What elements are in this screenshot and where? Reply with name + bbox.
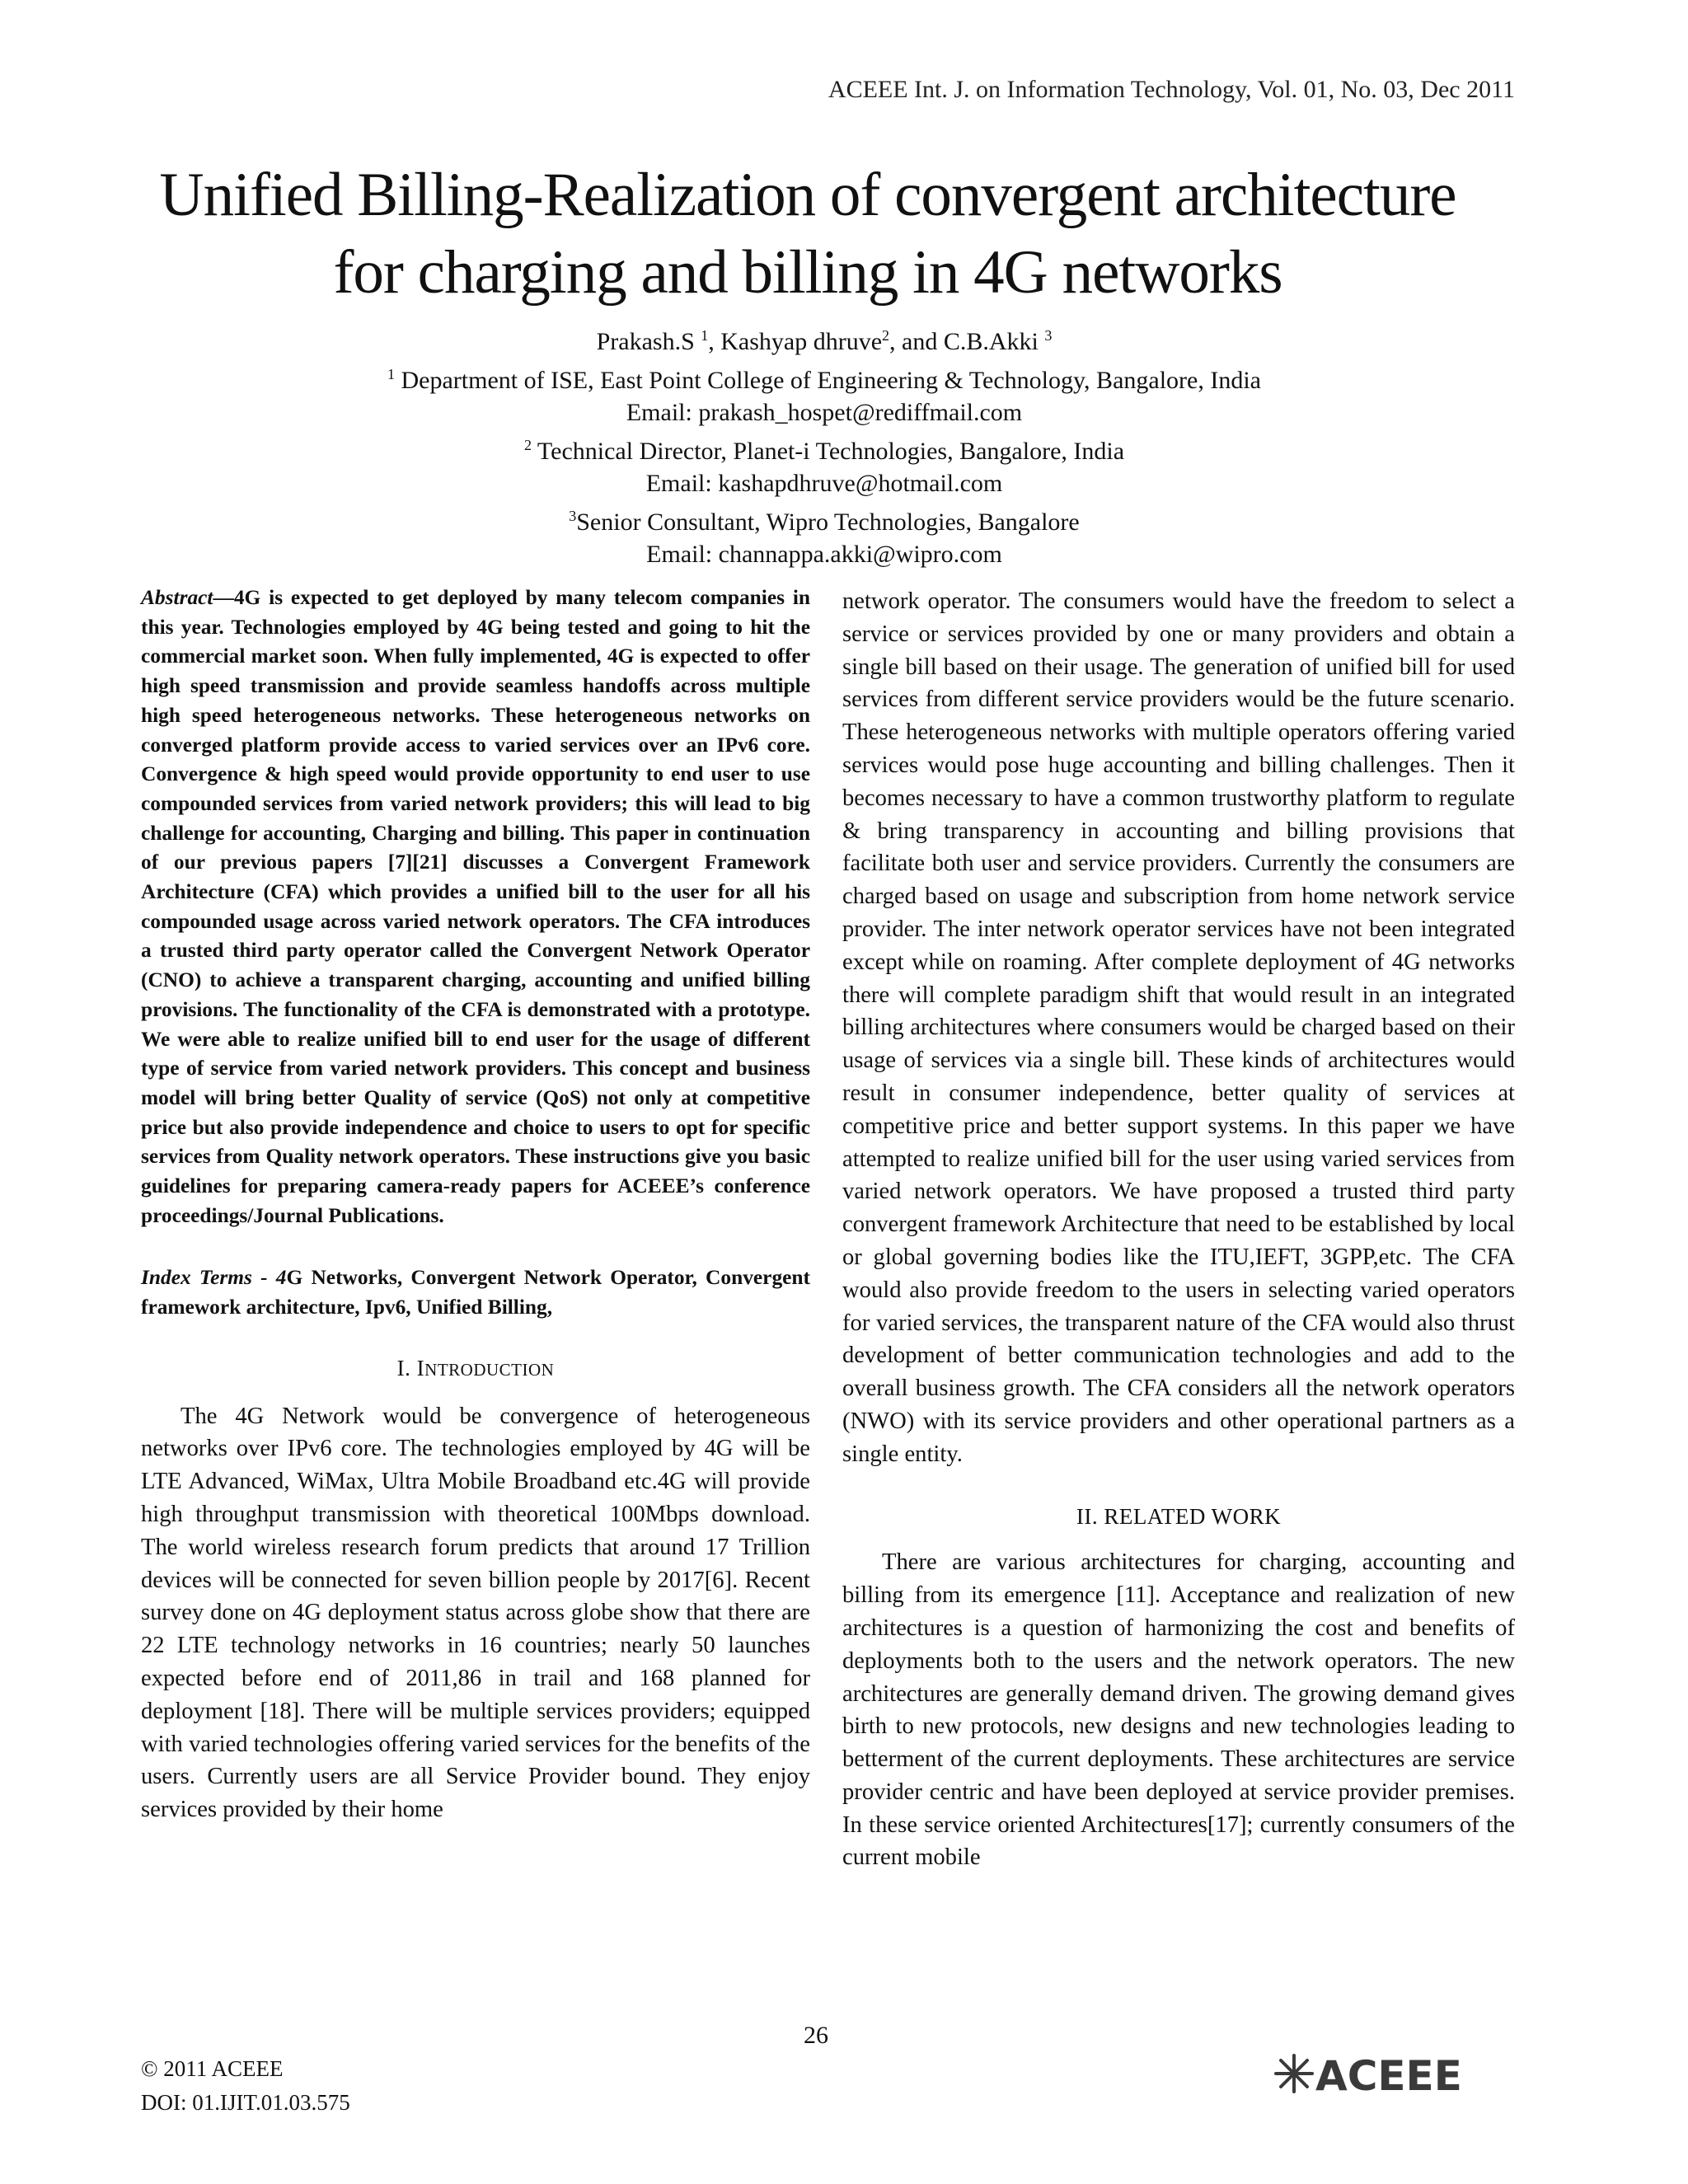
copyright: © 2011 ACEEE	[141, 2056, 284, 2081]
email-2: Email: kashapdhruve@hotmail.com	[645, 470, 1003, 497]
author-1: Prakash.S	[596, 328, 695, 355]
author-3-mark: 3	[1044, 327, 1053, 344]
title-line-2: for charging and billing in 4G networks	[333, 238, 1282, 307]
email-1: Email: prakash_hospet@rediffmail.com	[626, 399, 1023, 426]
author-3: , and C.B.Akki	[889, 328, 1039, 355]
introduction-continued-paragraph: network operator. The consumers would have the freedom to select a service or services provided by one or many providers and obtain a single bill based on their usage. The generation of unified bill for used services from different service providers would be the future scenario. These heterogeneous networks with multiple operators offering varied services would pose huge accounting and billing challenges. Then it becomes necessary to have a common trustworthy platform to regulate & bring transparency in accounting and billing provisions that facilitate both user and service providers. Currently the consumers are charged based on usage and subscription from home network service provider. The inter network operator services have not been integrated except while on roaming. After complete deployment of 4G networks there will complete paradigm shift that would result in an integrated billing architectures where consumers would be charged based on their usage of services via a single bill. These kinds of architectures would result in consumer independence, better quality of services at competitive price and better support systems. In this paper we have attempted to realize unified bill for the user using varied services from varied network operators. We have proposed a trusted third party convergent framework Architecture that need to be established by local or global governing bodies like the ITU,IEFT, 3GPP,etc. The CFA would also provide freedom to the users in selecting varied operators for varied services, the transparent nature of the CFA would also thrust development of better communication technologies and add to the overall business growth. The CFA considers all the network operators (NWO) with its service providers and other operational partners as a single entity.	[842, 588, 1515, 1467]
aceee-logo	[1261, 2049, 1508, 2098]
affiliation-1-text: Department of ISE, East Point College of Engineering & Technology, Bangalore, India	[395, 366, 1261, 394]
running-head: ACEEE Int. J. on Information Technology, Vol. 01, No. 03, Dec 2011	[828, 76, 1515, 103]
intro-heading-rest: NTRODUCTION	[424, 1359, 555, 1380]
affiliation-3-mark: 3	[569, 507, 577, 524]
author-2: , Kashyap dhruve	[708, 328, 883, 355]
index-terms-label: Index Terms - 4	[141, 1266, 287, 1290]
abstract-label: Abstract	[141, 586, 213, 609]
related-work-paragraph: There are various architectures for charging, accounting and billing from its emergence [11]. Acceptance and realization of new architectures is a question of harmonizing the cost and benefits of deployments both to the users and the network operators. The new architectures are generally demand driven. The growing demand gives birth to new protocols, new designs and new technologies leading to betterment of the current deployments. These architectures are service provider centric and have been deployed at service provider premises. In these service oriented Architectures[17]; currently consumers of the current mobile	[842, 1549, 1515, 1871]
author-block	[247, 320, 1401, 571]
affiliation-1-mark: 1	[387, 365, 395, 382]
index-terms	[141, 1263, 810, 1322]
author-names	[247, 320, 1401, 359]
introduction-paragraph: The 4G Network would be convergence of heterogeneous networks over IPv6 core. The technologies employed by 4G will be LTE Advanced, WiMax, Ultra Mobile Broadband etc.4G will provide high throughput transmission with theoretical 100Mbps download. The world wireless research forum predicts that around 17 Trillion devices will be connected for seven billion people by 2017[6]. Recent survey done on 4G deployment status across globe show that there are 22 LTE technology networks in 16 countries; nearly 50 launches expected before end of 2011,86 in trail and 168 planned for deployment [18]. There will be multiple services providers; equipped with varied technologies offering varied services for the benefits of the users. Currently users are all Service Provider bound. They enjoy services provided by their home	[141, 1403, 810, 1823]
paper-title	[99, 157, 1517, 312]
doi: DOI: 01.IJIT.01.03.575	[141, 2090, 350, 2115]
page-number: 26	[804, 2022, 828, 2049]
abstract-text: —4G is expected to get deployed by many telecom companies in this year. Technologies employed by 4G being tested and going to hit the commercial market soon. When fully implemented, 4G is expected to offer high speed transmission and provide seamless handoffs across multiple high speed heterogeneous networks. These heterogeneous networks on converged platform provide access to varied services over an IPv6 core. Convergence & high speed would provide opportunity to end user to use compounded services from varied network providers; this will lead to big challenge for accounting, Charging and billing. This paper in continuation of our previous papers [7][21] discusses a Convergent Framework Architecture (CFA) which provides a unified bill to the user for all his compounded usage across varied network operators. The CFA introduces a trusted third party operator called the Convergent Network Operator (CNO) to achieve a transparent charging, accounting and unified billing provisions. The functionality of the CFA is demonstrated with a prototype. We were able to realize unified bill to end user for the usage of different type of service from varied network providers. This concept and business model will bring better Quality of service (QoS) not only at competitive price but also provide independence and choice to users to opt for specific services from Quality network operators. These instructions give you basic guidelines for preparing camera-ready papers for ACEEE’s conference proceedings/Journal Publications.	[141, 586, 810, 1227]
section-heading-introduction	[141, 1352, 810, 1387]
affiliation-2-mark: 2	[523, 436, 532, 453]
affiliation-3-text: Senior Consultant, Wipro Technologies, Bangalore	[576, 508, 1080, 536]
logo-text: ACEEE	[1315, 2052, 1462, 2098]
star-burst-icon	[1276, 2055, 1312, 2092]
index-terms-text: G Networks, Convergent Network Operator, Convergent framework architecture, Ipv6, Unified Billing,	[141, 1266, 810, 1319]
title-line-1: Unified Billing-Realization of convergent architecture	[159, 161, 1456, 229]
author-2-mark: 2	[882, 327, 890, 344]
affiliation-2-text: Technical Director, Planet-i Technologies, Bangalore, India	[531, 437, 1125, 465]
left-column	[141, 583, 810, 1826]
affiliation-3	[247, 500, 1401, 539]
author-1-mark: 1	[701, 327, 709, 344]
affiliation-1	[247, 359, 1401, 397]
email-3: Email: channappa.akki@wipro.com	[646, 541, 1002, 568]
abstract	[141, 583, 810, 1230]
right-column	[842, 585, 1515, 1874]
footer-left	[141, 2052, 350, 2120]
section-heading-related-work: II. RELATED WORK	[1076, 1503, 1282, 1529]
affiliation-2	[247, 429, 1401, 468]
intro-heading-start: I. I	[396, 1355, 425, 1380]
